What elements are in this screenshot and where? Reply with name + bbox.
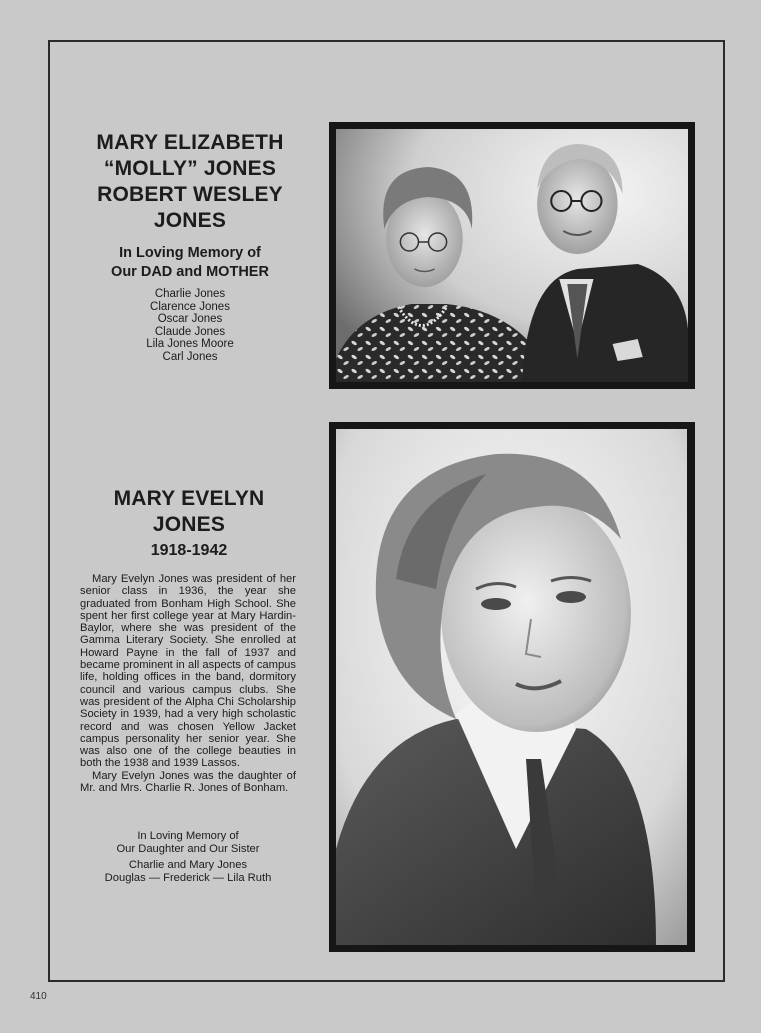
memory-line: In Loving Memory of [137, 830, 239, 842]
signature-line: Douglas — Frederick — Lila Ruth [104, 872, 272, 884]
biography [80, 573, 296, 794]
name-item: Carl Jones [162, 350, 218, 363]
section-2-title [78, 486, 300, 538]
title-line: “MOLLY” JONES [103, 157, 277, 180]
section-1-memory-heading [78, 244, 302, 282]
name-item: Charlie Jones [154, 288, 226, 300]
portrait-photo [329, 422, 695, 952]
couple-photo-image [336, 129, 688, 382]
section-1-text [78, 130, 302, 364]
title-line: MARY EVELYN [113, 487, 265, 510]
title-line: ROBERT WESLEY [97, 183, 283, 206]
couple-photo [329, 122, 695, 389]
title-line: JONES [152, 513, 226, 536]
portrait-photo-image [336, 429, 687, 945]
memory-line: Our DAD and MOTHER [111, 264, 269, 280]
bio-paragraph: Mary Evelyn Jones was president of her senior class in 1936, the year she graduated from Bonham High School. She spent her first college year at Mary Hardin-Baylor, where she was president of the Gamma Literary Society. She enrolled at Howard Payne in the fall of 1937 and became prominent in all aspects of campus life, holding offices in the band, dormitory council and various campus clubs. She was president of the Alpha Chi Scholarship Society in 1939, had a very high scholastic record and was chosen Yellow Jacket campus personality her senior year. She was also one of the college beauties in both the 1938 and 1939 Lassos. [80, 573, 296, 770]
memory-line: Our Daughter and Our Sister [116, 843, 260, 855]
bio-paragraph: Mary Evelyn Jones was the daughter of Mr. and Mrs. Charlie R. Jones of Bonham. [80, 769, 296, 795]
section-2-heading [78, 486, 300, 562]
name-item: Claude Jones [154, 325, 226, 338]
memory-line: In Loving Memory of [119, 245, 261, 261]
children-names-list [78, 288, 302, 364]
name-item: Lila Jones Moore [146, 338, 234, 351]
signature-line: Charlie and Mary Jones [128, 859, 248, 871]
page-number: 410 [30, 991, 47, 1002]
name-item: Oscar Jones [157, 313, 223, 326]
title-line: JONES [153, 209, 227, 232]
section-2-memorial [80, 830, 296, 885]
title-line: MARY ELIZABETH [96, 131, 284, 154]
name-item: Clarence Jones [150, 300, 230, 313]
life-years: 1918-1942 [150, 542, 228, 559]
section-1-title [78, 130, 302, 234]
